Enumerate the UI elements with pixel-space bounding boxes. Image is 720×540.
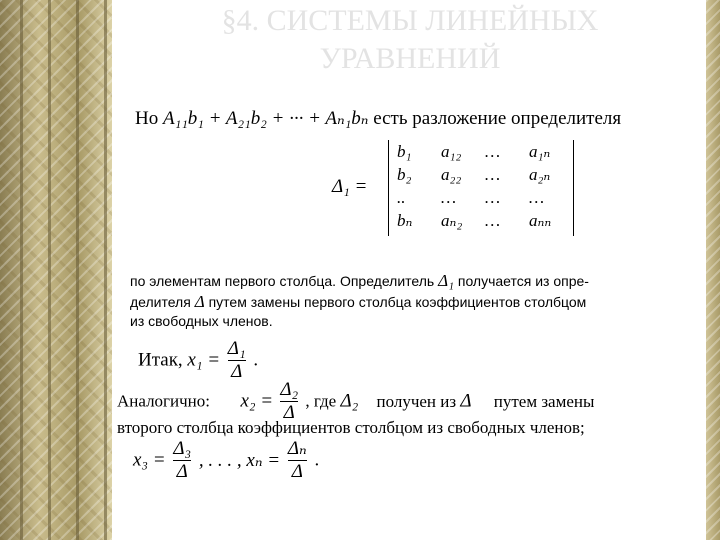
delta-1-symbol: Δ₁	[438, 271, 454, 290]
delta-2-symbol: Δ₂	[340, 390, 359, 412]
paragraph-1-expression: A₁₁b₁ + A₂₁b₂ + ··· + Aₙ₁bₙ	[162, 108, 369, 129]
determinant-lhs: Δ₁ =	[332, 176, 368, 197]
paragraph-2-line-2	[130, 292, 586, 312]
paragraph-2-line-1	[130, 271, 589, 291]
matrix-cell: …	[485, 141, 501, 161]
paragraph-2-text: по элементам первого столбца. Определитель	[130, 273, 435, 289]
matrix-row	[397, 209, 573, 232]
slide-title	[140, 2, 680, 78]
paragraph-2-text: путем замены первого столбца коэффициентов столбцом	[208, 294, 587, 310]
x3-lhs: x₃ =	[133, 449, 166, 471]
analog-line-2: второго столбца коэффициентов столбцом из свободных членов;	[117, 418, 585, 437]
fraction-xn	[288, 439, 307, 482]
itak-formula	[138, 339, 258, 382]
fraction-denominator: Δ	[291, 461, 303, 482]
fraction-x3	[173, 439, 191, 482]
analog-obtained: получен из	[376, 391, 457, 411]
fraction-x1	[228, 339, 246, 382]
itak-lhs: x₁ =	[187, 349, 221, 371]
slide-title-line-2: УРАВНЕНИЙ	[319, 42, 501, 75]
analog-lhs: x₂ =	[240, 390, 274, 412]
paragraph-2-line-3: из свободных членов.	[130, 313, 273, 329]
matrix-cell: a₂ₙ	[529, 164, 551, 184]
fraction-numerator: Δₙ	[287, 438, 307, 459]
matrix-cell: b₂	[397, 164, 412, 184]
matrix-cell: a₁₂	[441, 141, 462, 161]
delta-symbol: Δ	[460, 390, 472, 412]
matrix-cell: a₂₂	[441, 164, 462, 184]
matrix-cell: ..	[397, 187, 406, 207]
matrix-row	[397, 140, 573, 163]
paragraph-1	[135, 107, 621, 130]
paragraph-2-text: получается из опре-	[457, 273, 589, 289]
analog-line-1	[117, 380, 594, 423]
fraction-numerator: Δ₂	[280, 379, 299, 400]
matrix-cell: a₁ₙ	[529, 141, 551, 161]
paragraph-1-lead: Но	[135, 108, 159, 129]
slide-title-line-1: §4. СИСТЕМЫ ЛИНЕЙНЫХ	[221, 4, 599, 37]
matrix-cell: …	[441, 187, 457, 207]
xn-formula	[133, 439, 319, 482]
analog-rest: путем замены	[493, 391, 595, 411]
matrix-cell: b₁	[397, 141, 412, 161]
decorative-right-border	[706, 0, 720, 540]
paragraph-1-tail: есть разложение определителя	[373, 108, 622, 129]
decorative-left-border	[0, 0, 112, 540]
fraction-x2	[280, 380, 298, 423]
fraction-denominator: Δ	[176, 461, 188, 482]
matrix-row	[397, 186, 573, 209]
itak-word: Итак,	[138, 349, 183, 371]
matrix-cell: aₙₙ	[529, 210, 552, 230]
xn-dot: .	[314, 449, 320, 471]
determinant-matrix	[388, 140, 574, 236]
matrix-cell: …	[529, 187, 545, 207]
matrix-cell: …	[485, 210, 501, 230]
delta-symbol: Δ	[194, 292, 205, 311]
fraction-denominator: Δ	[283, 402, 295, 423]
paragraph-2-text: делителя	[130, 294, 191, 310]
fraction-denominator: Δ	[231, 361, 243, 382]
analog-word: Аналогично:	[117, 391, 210, 411]
fraction-numerator: Δ₃	[173, 438, 192, 459]
matrix-cell: …	[485, 187, 501, 207]
matrix-cell: aₙ₂	[441, 210, 463, 230]
xn-middle: , . . . , xₙ =	[198, 450, 281, 471]
analog-where: , где	[305, 391, 337, 411]
itak-dot: .	[253, 349, 259, 371]
matrix-cell: bₙ	[397, 210, 413, 230]
matrix-row	[397, 163, 573, 186]
matrix-cell: …	[485, 164, 501, 184]
fraction-numerator: Δ₁	[227, 338, 246, 359]
